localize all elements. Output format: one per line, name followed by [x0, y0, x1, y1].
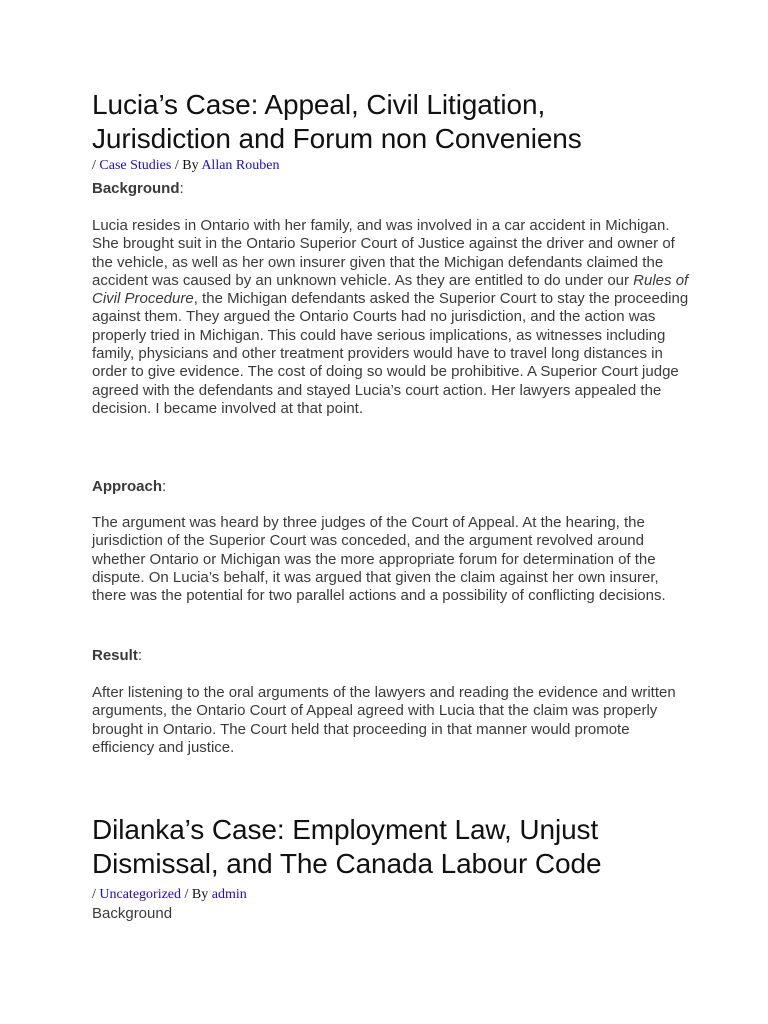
- meta-separator: /: [92, 158, 100, 173]
- heading-colon: :: [162, 478, 167, 495]
- section-heading-background: Background: [92, 905, 173, 922]
- post-lucias-case: [92, 88, 692, 756]
- section-heading-approach: [92, 478, 166, 496]
- post-title: [92, 88, 692, 156]
- heading-text: Result: [92, 647, 138, 664]
- post-title-line-1: Lucia’s Case: Appeal, Civil Litigation,: [92, 89, 546, 120]
- post-title: [92, 813, 692, 881]
- meta-by: / By: [181, 887, 212, 902]
- meta-separator: /: [92, 887, 100, 902]
- section-heading-result: [92, 647, 142, 665]
- section-heading-background: [92, 180, 184, 198]
- heading-text: Approach: [92, 478, 163, 495]
- heading-colon: :: [179, 180, 184, 197]
- heading-text: Background: [92, 180, 180, 197]
- background-paragraph: [92, 217, 692, 418]
- category-link[interactable]: Case Studies: [99, 158, 172, 173]
- post-meta: [92, 887, 247, 903]
- approach-paragraph: The argument was heard by three judges of the Court of Appeal. At the hearing, the jurisdiction of the Superior Court was conceded, and the argument revolved around whether Ontario or Michigan was the more appropriate forum for determination of the dispute. On Lucia’s behalf, it was argued that given the claim against her own insurer, there was the potential for two parallel actions and a possibility of conflicting decisions.: [92, 514, 666, 605]
- category-link[interactable]: Uncategorized: [99, 887, 182, 902]
- post-dilankas-case: [92, 813, 692, 922]
- post-title-line-2: Dismissal, and The Canada Labour Code: [92, 848, 602, 879]
- result-paragraph: After listening to the oral arguments of the lawyers and reading the evidence and written arguments, the Ontario Court of Appeal agreed with Lucia that the claim was properly brought in Ontario. The Court held that proceeding in that manner would promote efficiency and justice.: [92, 684, 676, 756]
- background-text-2: , the Michigan defendants asked the Superior Court to stay the proceeding against them. They argued the Ontario Courts had no jurisdiction, and the action was properly tried in Michigan. This could have serious implications, as witnesses including family, physicians and other treatment providers would have to travel long distances in order to give evidence. The cost of doing so would be prohibitive. A Superior Court judge agreed with the defendants and stayed Lucia’s court action. Her lawyers appealed the decision. I became involved at that point.: [92, 290, 689, 417]
- heading-colon: :: [137, 647, 143, 664]
- background-text-italic: Rules of Civil Procedure: [92, 271, 689, 308]
- background-text-1: Lucia resides in Ontario with her family, and was involved in a car accident in Michigan. She brought suit in the Ontario Superior Court of Justice against the driver and owner of the vehicle, as well as her own insurer given that the Michigan defendants claimed the accident was caused by an unknown vehicle. As they are entitled to do under our: [92, 217, 675, 289]
- author-link[interactable]: admin: [211, 887, 247, 902]
- post-meta: [92, 158, 279, 174]
- post-title-line-1: Dilanka’s Case: Employment Law, Unjust: [92, 814, 599, 845]
- post-title-line-2: Jurisdiction and Forum non Conveniens: [92, 123, 582, 154]
- meta-by: / By: [171, 158, 202, 173]
- author-link[interactable]: Allan Rouben: [201, 158, 280, 173]
